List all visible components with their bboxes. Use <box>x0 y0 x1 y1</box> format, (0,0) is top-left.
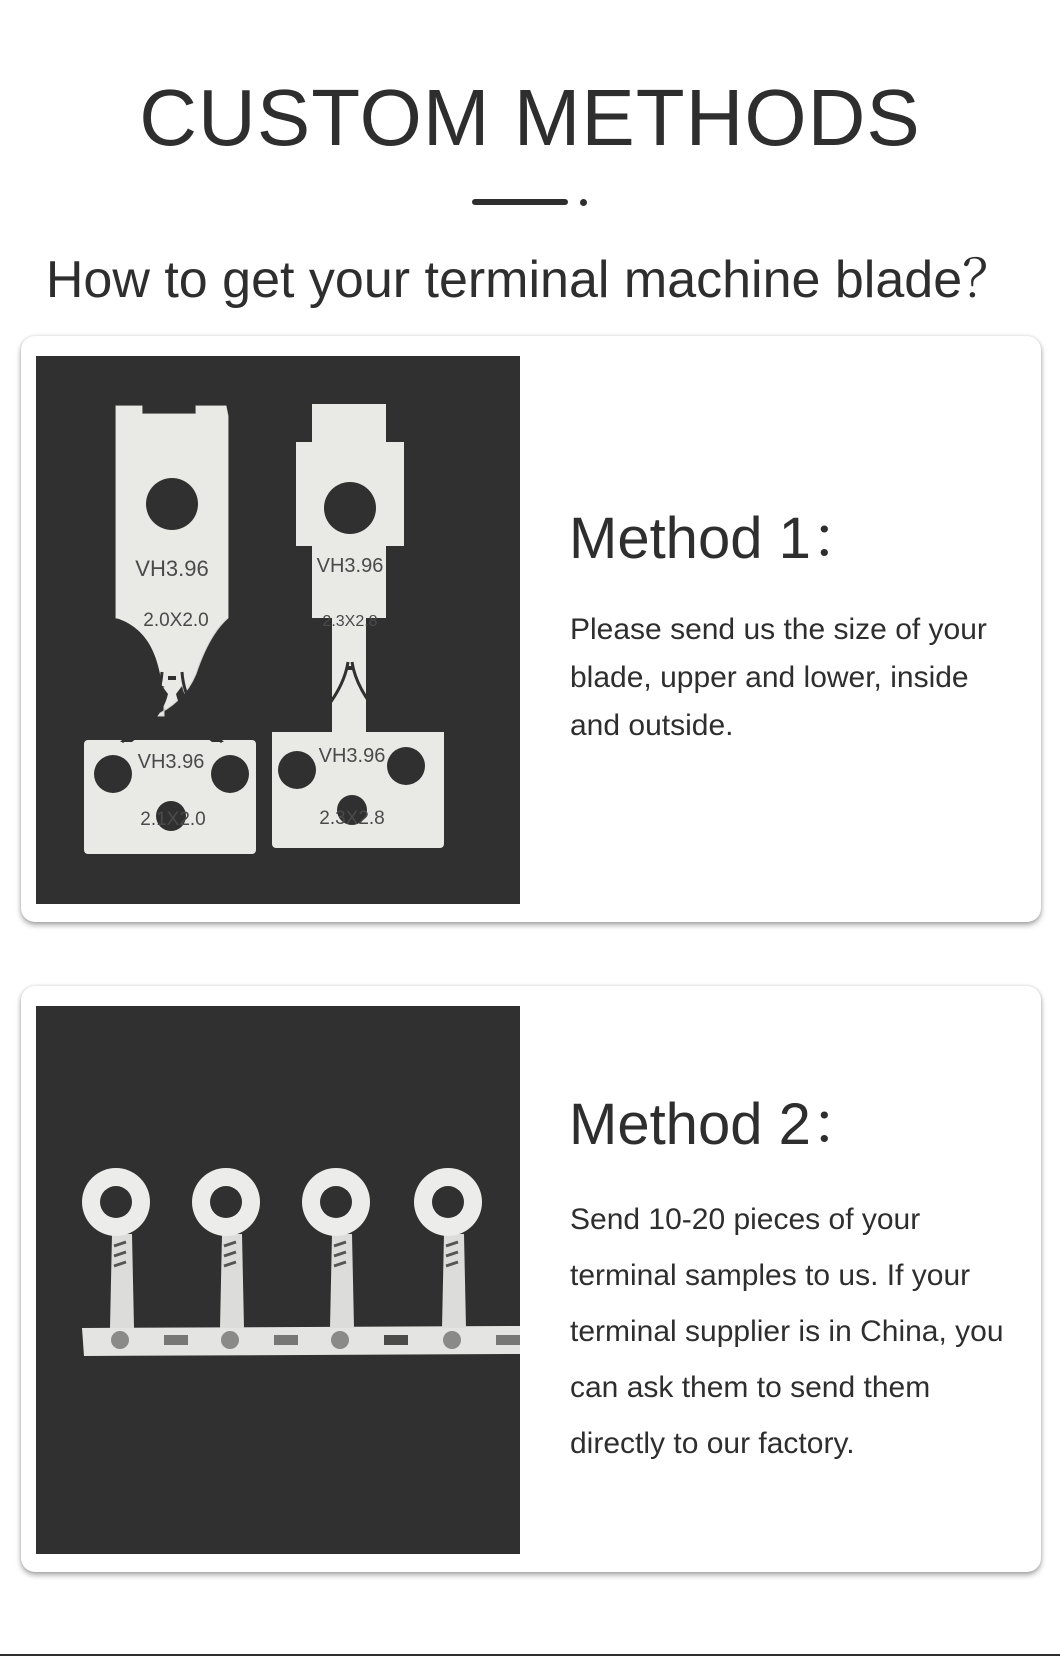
method-1-heading: Method 1： <box>569 506 869 571</box>
title-divider <box>472 199 592 207</box>
page-title: CUSTOM METHODS <box>139 73 921 162</box>
label-left-upper-model: VH3.96 <box>135 556 209 581</box>
method-1-text: Please send us the size of your blade, upper and lower, inside and outside. <box>570 613 987 742</box>
method-2-card <box>21 986 1041 1572</box>
label-left-lower-size: 2.1X2.0 <box>140 809 206 830</box>
terminal-strip-photo-icon <box>36 1006 520 1554</box>
label-right-lower-size: 2.3X2.8 <box>319 808 385 829</box>
method-1-card <box>21 336 1041 922</box>
divider-dot <box>580 199 587 206</box>
label-right-upper-model: VH3.96 <box>316 555 384 577</box>
label-left-lower-model: VH3.96 <box>137 751 205 773</box>
label-left-upper-size: 2.0X2.0 <box>143 610 209 631</box>
method-2-heading: Method 2： <box>569 1092 869 1157</box>
blade-photo-icon <box>36 356 520 904</box>
page-subtitle: How to get your terminal machine blade？ <box>45 251 1015 309</box>
label-right-upper-size: 2.3X2.8 <box>322 613 378 630</box>
divider-bar <box>472 199 568 205</box>
label-right-lower-model: VH3.96 <box>318 745 386 767</box>
method-2-text: Send 10-20 pieces of your terminal samples to us. If your terminal supplier is in China, you can ask them to send them directly to our factory. <box>570 1203 1004 1460</box>
